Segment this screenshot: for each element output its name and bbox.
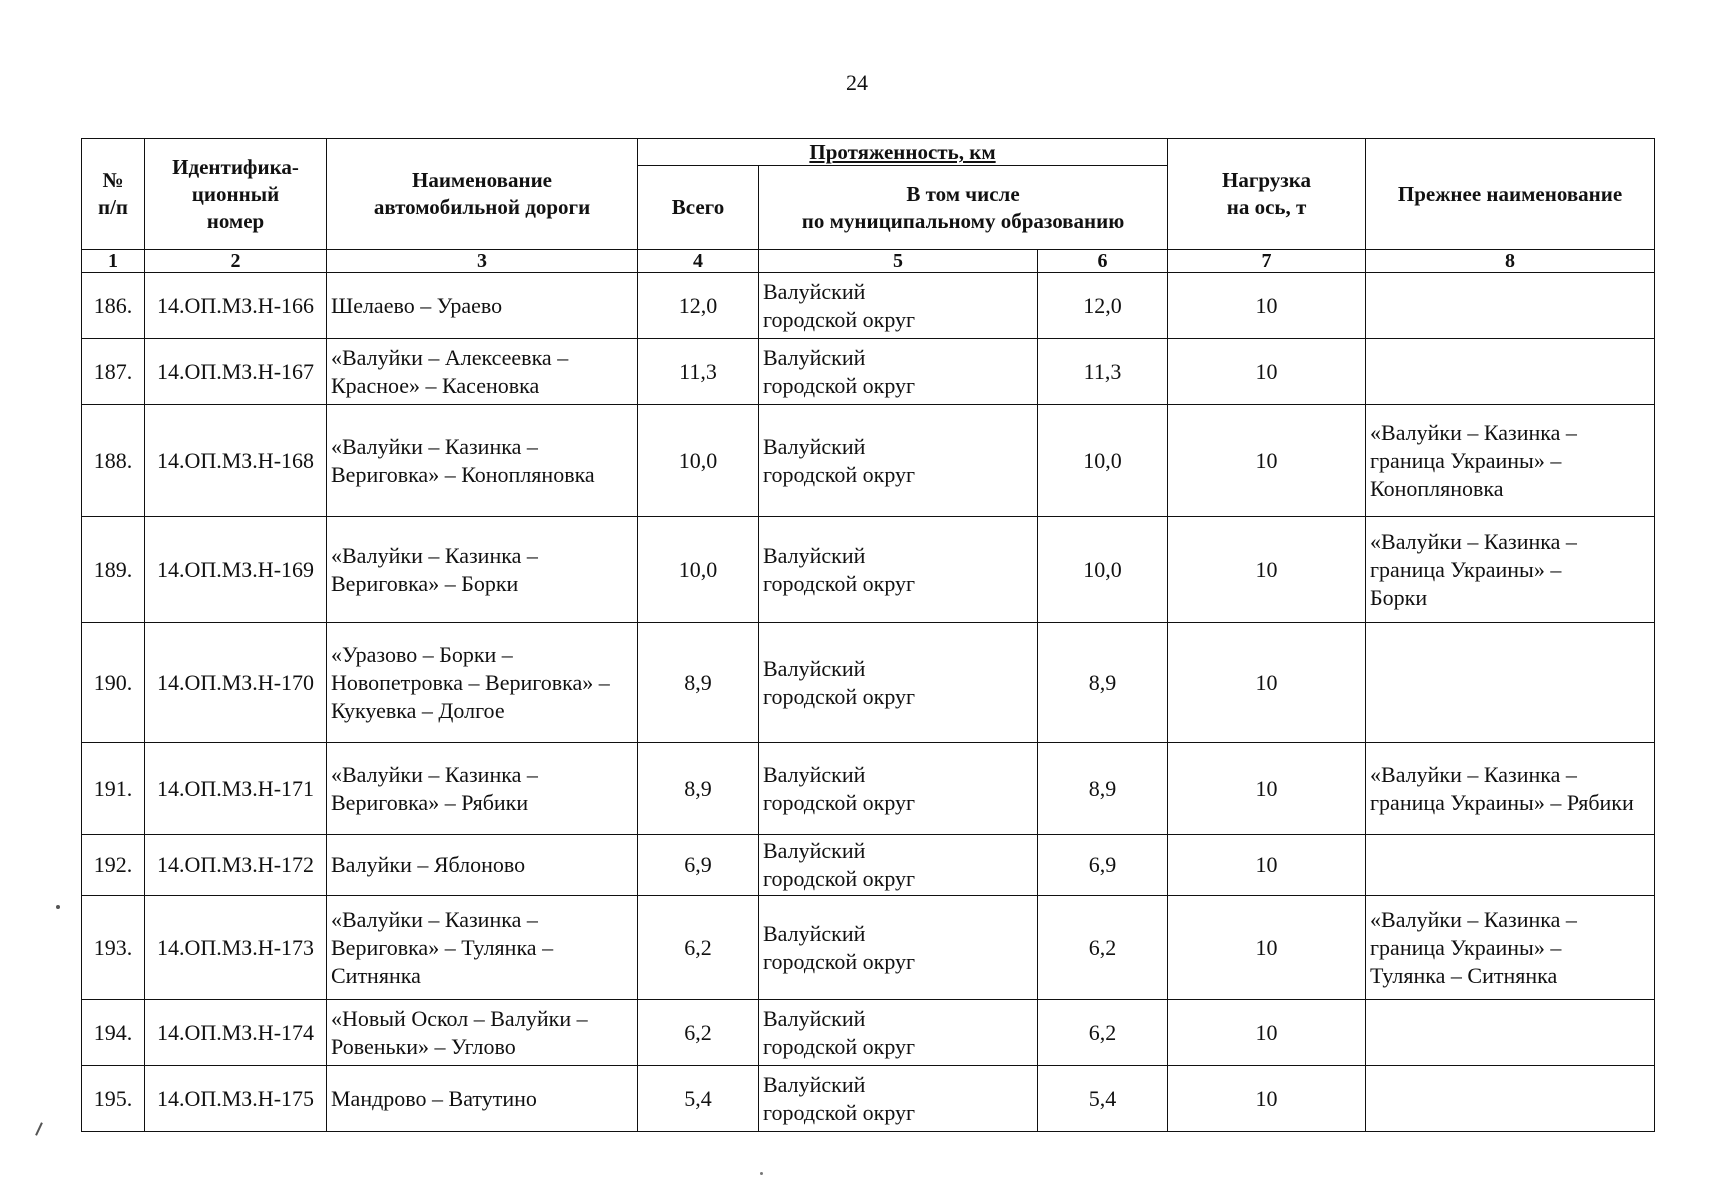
municipality: Валуйский городской округ: [759, 339, 1038, 405]
road-id: 14.ОП.МЗ.Н-171: [145, 743, 327, 835]
former-name: «Валуйки – Казинка – граница Украины» – Конопляновка: [1366, 405, 1655, 517]
road-name: «Валуйки – Казинка – Вериговка» – Борки: [327, 517, 638, 623]
column-numbers-row: [82, 250, 1655, 273]
header-id: Идентифика- ционный номер: [145, 139, 327, 250]
row-number: 194.: [82, 1000, 145, 1066]
table-row: [82, 273, 1655, 339]
road-id: 14.ОП.МЗ.Н-173: [145, 896, 327, 1000]
former-name: [1366, 623, 1655, 743]
row-number: 190.: [82, 623, 145, 743]
length-total: 10,0: [638, 405, 759, 517]
header-former-name: Прежнее наименование: [1366, 139, 1655, 250]
road-id: 14.ОП.МЗ.Н-166: [145, 273, 327, 339]
roads-table: [81, 138, 1655, 1132]
road-name: Мандрово – Ватутино: [327, 1066, 638, 1132]
row-number: 195.: [82, 1066, 145, 1132]
length-municipal: 11,3: [1038, 339, 1168, 405]
row-number: 191.: [82, 743, 145, 835]
road-id: 14.ОП.МЗ.Н-170: [145, 623, 327, 743]
column-number: 4: [638, 250, 759, 273]
axle-load: 10: [1168, 1000, 1366, 1066]
length-total: 10,0: [638, 517, 759, 623]
axle-load: 10: [1168, 835, 1366, 896]
municipality: Валуйский городской округ: [759, 835, 1038, 896]
scan-mark: [35, 1122, 43, 1136]
axle-load: 10: [1168, 1066, 1366, 1132]
table-row: [82, 896, 1655, 1000]
municipality: Валуйский городской округ: [759, 273, 1038, 339]
road-name: «Валуйки – Алексеевка – Красное» – Касеновка: [327, 339, 638, 405]
table-row: [82, 405, 1655, 517]
road-name: «Уразово – Борки – Новопетровка – Вериговка» – Кукуевка – Долгое: [327, 623, 638, 743]
row-number: 189.: [82, 517, 145, 623]
municipality: Валуйский городской округ: [759, 1000, 1038, 1066]
table-row: [82, 1000, 1655, 1066]
former-name: «Валуйки – Казинка – граница Украины» – Рябики: [1366, 743, 1655, 835]
table-row: [82, 339, 1655, 405]
axle-load: 10: [1168, 405, 1366, 517]
road-name: «Валуйки – Казинка – Вериговка» – Рябики: [327, 743, 638, 835]
axle-load: 10: [1168, 743, 1366, 835]
length-total: 11,3: [638, 339, 759, 405]
scan-speck: [760, 1172, 763, 1175]
road-id: 14.ОП.МЗ.Н-169: [145, 517, 327, 623]
length-total: 5,4: [638, 1066, 759, 1132]
length-municipal: 6,2: [1038, 1000, 1168, 1066]
length-total: 6,9: [638, 835, 759, 896]
row-number: 192.: [82, 835, 145, 896]
length-municipal: 10,0: [1038, 517, 1168, 623]
length-municipal: 10,0: [1038, 405, 1168, 517]
road-id: 14.ОП.МЗ.Н-168: [145, 405, 327, 517]
header-row: [82, 139, 1655, 166]
former-name: [1366, 273, 1655, 339]
length-municipal: 5,4: [1038, 1066, 1168, 1132]
former-name: [1366, 1066, 1655, 1132]
length-total: 8,9: [638, 623, 759, 743]
municipality: Валуйский городской округ: [759, 405, 1038, 517]
road-name: Шелаево – Ураево: [327, 273, 638, 339]
axle-load: 10: [1168, 623, 1366, 743]
length-municipal: 8,9: [1038, 743, 1168, 835]
header-road-name: Наименование автомобильной дороги: [327, 139, 638, 250]
row-number: 193.: [82, 896, 145, 1000]
table-row: [82, 835, 1655, 896]
header-axle-load: Нагрузка на ось, т: [1168, 139, 1366, 250]
length-total: 6,2: [638, 896, 759, 1000]
header-length: Протяженность, км: [638, 139, 1168, 166]
axle-load: 10: [1168, 517, 1366, 623]
municipality: Валуйский городской округ: [759, 517, 1038, 623]
municipality: Валуйский городской округ: [759, 623, 1038, 743]
header-municipal: В том числе по муниципальному образованию: [759, 166, 1168, 250]
municipality: Валуйский городской округ: [759, 896, 1038, 1000]
table-row: [82, 1066, 1655, 1132]
header-num: № п/п: [82, 139, 145, 250]
road-name: «Валуйки – Казинка – Вериговка» – Тулянка – Ситнянка: [327, 896, 638, 1000]
scan-speck: [56, 905, 60, 909]
page-number: 24: [846, 70, 868, 95]
length-total: 6,2: [638, 1000, 759, 1066]
length-municipal: 8,9: [1038, 623, 1168, 743]
column-number: 3: [327, 250, 638, 273]
municipality: Валуйский городской округ: [759, 1066, 1038, 1132]
road-id: 14.ОП.МЗ.Н-172: [145, 835, 327, 896]
length-municipal: 6,2: [1038, 896, 1168, 1000]
road-name: «Новый Оскол – Валуйки – Ровеньки» – Углово: [327, 1000, 638, 1066]
former-name: [1366, 1000, 1655, 1066]
former-name: [1366, 835, 1655, 896]
column-number: 8: [1366, 250, 1655, 273]
length-municipal: 6,9: [1038, 835, 1168, 896]
table-row: [82, 517, 1655, 623]
column-number: 2: [145, 250, 327, 273]
row-number: 188.: [82, 405, 145, 517]
header-total: Всего: [638, 166, 759, 250]
row-number: 186.: [82, 273, 145, 339]
municipality: Валуйский городской округ: [759, 743, 1038, 835]
road-id: 14.ОП.МЗ.Н-175: [145, 1066, 327, 1132]
axle-load: 10: [1168, 273, 1366, 339]
length-total: 12,0: [638, 273, 759, 339]
table-row: [82, 623, 1655, 743]
column-number: 5: [759, 250, 1038, 273]
column-number: 1: [82, 250, 145, 273]
road-name: «Валуйки – Казинка – Вериговка» – Конопляновка: [327, 405, 638, 517]
length-municipal: 12,0: [1038, 273, 1168, 339]
road-name: Валуйки – Яблоново: [327, 835, 638, 896]
axle-load: 10: [1168, 896, 1366, 1000]
table-row: [82, 743, 1655, 835]
row-number: 187.: [82, 339, 145, 405]
former-name: «Валуйки – Казинка – граница Украины» – Борки: [1366, 517, 1655, 623]
road-id: 14.ОП.МЗ.Н-167: [145, 339, 327, 405]
former-name: «Валуйки – Казинка – граница Украины» – Тулянка – Ситнянка: [1366, 896, 1655, 1000]
length-total: 8,9: [638, 743, 759, 835]
former-name: [1366, 339, 1655, 405]
axle-load: 10: [1168, 339, 1366, 405]
road-id: 14.ОП.МЗ.Н-174: [145, 1000, 327, 1066]
column-number: 6: [1038, 250, 1168, 273]
column-number: 7: [1168, 250, 1366, 273]
